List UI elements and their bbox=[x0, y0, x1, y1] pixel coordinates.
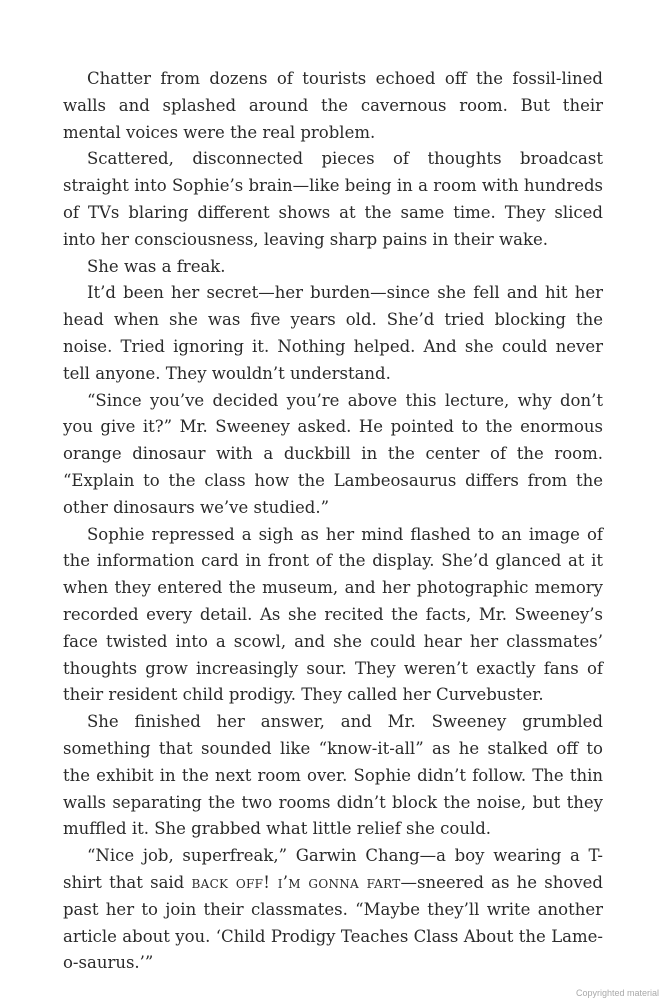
paragraph-1: Chatter from dozens of tourists echoed off the fossil-lined walls and splashed around the cavernous room. But their mental voices were the real problem. bbox=[63, 69, 603, 142]
paragraph-7: She finished her answer, and Mr. Sweeney grumbled something that sounded like “know-it-all” as he stalked off to the exhibit in the next room over. Sophie didn’t follow. The thin walls separating the two rooms didn’t block the noise, but they muffled it. She grabbed what little relief she could. bbox=[63, 712, 603, 839]
book-page bbox=[63, 66, 603, 977]
tshirt-slogan: back off! i’m gonna fart bbox=[191, 872, 401, 892]
copyright-watermark: Copyrighted material bbox=[575, 988, 659, 998]
paragraph-5: “Since you’ve decided you’re above this lecture, why don’t you give it?” Mr. Sweeney asked. He pointed to the enormous orange dinosaur with a duckbill in the center of the room. “Explain to the class how the Lambeosaurus differs from the other dinosaurs we’ve studied.” bbox=[63, 390, 603, 517]
paragraph-3: She was a freak. bbox=[87, 256, 226, 276]
paragraph-8-text-after: —sneered as he shoved past her to join their classmates. “Maybe they’ll write another article about you. ‘Child Prodigy Teaches Class About the Lame-o-saurus.’” bbox=[63, 872, 603, 973]
paragraph-8-text-before: “Nice job, superfreak,” Garwin Chang—a boy wearing a T-shirt that said bbox=[63, 846, 603, 892]
paragraph-6: Sophie repressed a sigh as her mind flashed to an image of the information card in front of the display. She’d glanced at it when they entered the museum, and her photographic memory recorded every detail. As she recited the facts, Mr. Sweeney’s face twisted into a scowl, and she could hear her classmates’ thoughts grow increasingly sour. They weren’t exactly fans of their resident child prodigy. They called her Curvebuster. bbox=[63, 524, 603, 705]
paragraph-4: It’d been her secret—her burden—since she fell and hit her head when she was five years old. She’d tried blocking the noise. Tried ignoring it. Nothing helped. And she could never tell anyone. They wouldn’t understand. bbox=[63, 283, 603, 383]
paragraph-8 bbox=[63, 843, 603, 977]
paragraph-2: Scattered, disconnected pieces of thoughts broadcast straight into Sophie’s brain—like being in a room with hundreds of TVs blaring different shows at the same time. They sliced into her consciousness, leaving sharp pains in their wake. bbox=[63, 149, 603, 249]
